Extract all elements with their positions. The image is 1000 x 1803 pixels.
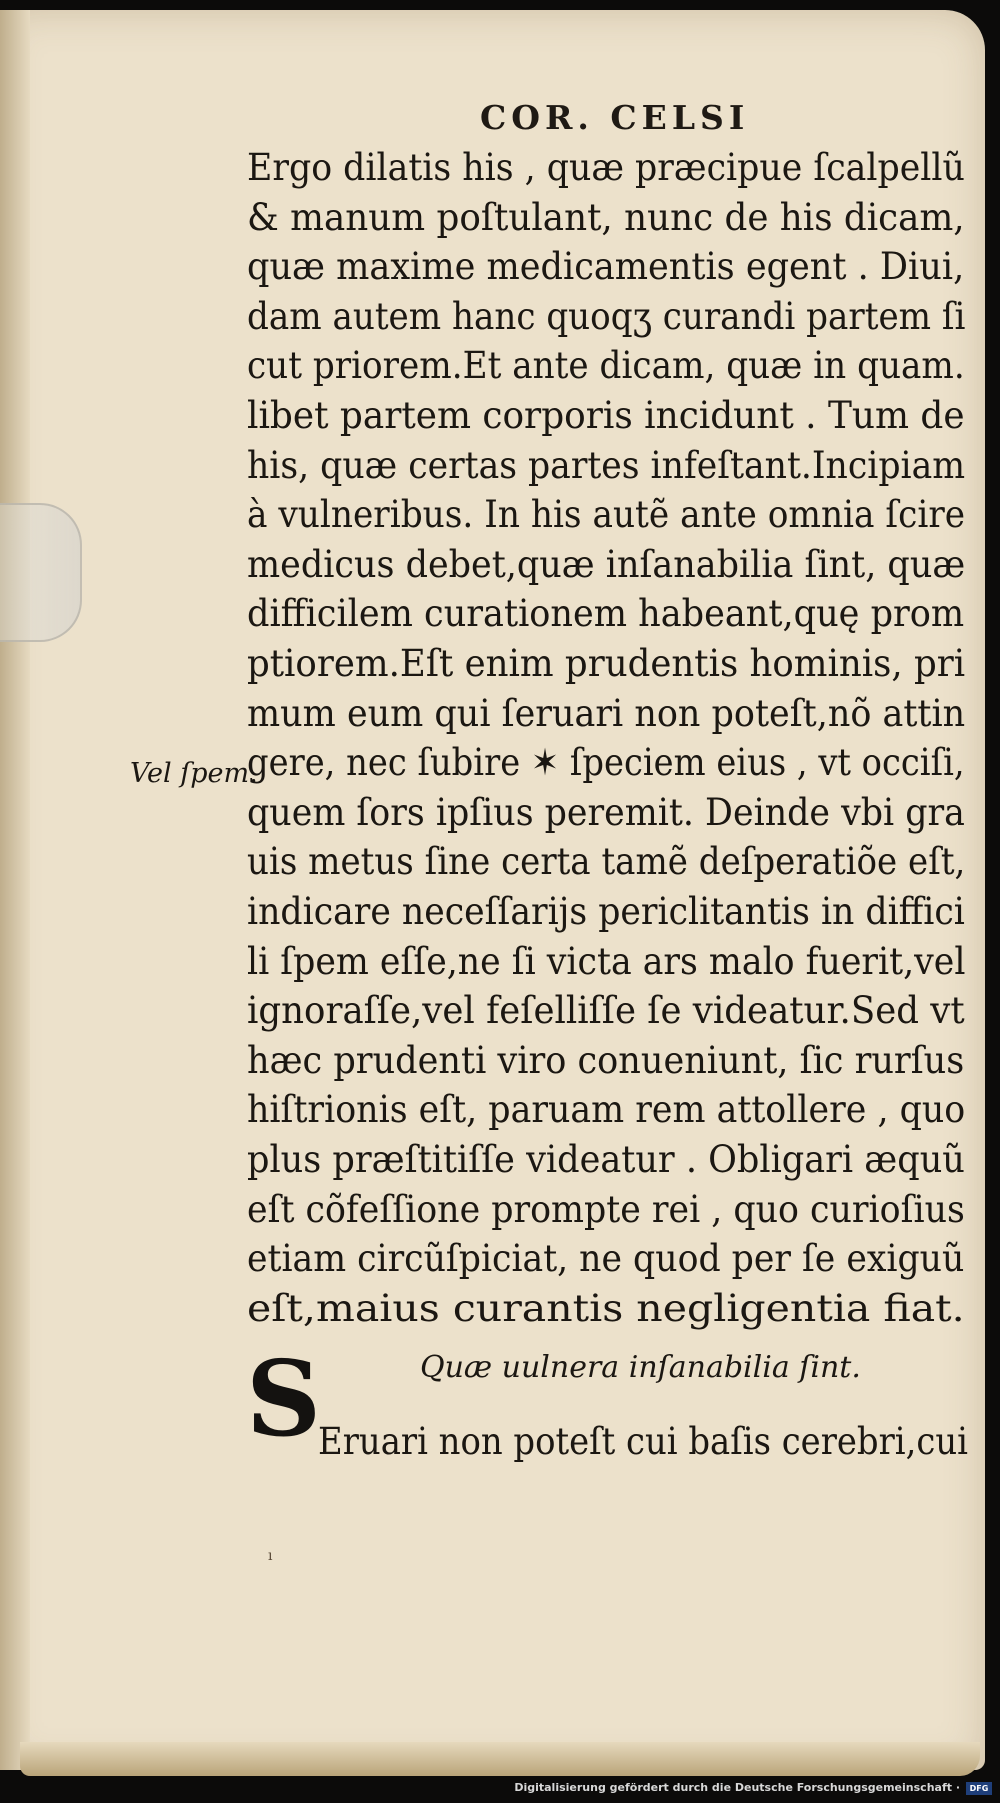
text-line: his, quæ certas partes infeſtant.Incipiam [247,443,966,487]
text-line: quem ſors ipſius peremit. Deinde vbi gra [247,790,965,834]
text-line: plus præſtitiſſe videatur . Obligari æquũ [247,1138,965,1181]
text-line: à vulneribus. In his autẽ ante omnia ſcire [247,493,966,537]
dfg-logo: DFG [966,1782,992,1795]
text-line: uis metus ſine certa tamẽ deſperatiõe eſt, [247,840,966,884]
section-heading: Quæ uulnera inſanabilia ſint. [420,1350,861,1385]
text-line: hæc prudenti viro conueniunt, ſic rurſus [247,1038,965,1082]
text-line: etiam circũſpiciat, ne quod per ſe exiguũ [247,1237,965,1281]
text-line: quæ maxime medicamentis egent . Diui, [247,245,965,289]
drop-cap: S [246,1337,322,1460]
page-gutter-edge [0,10,30,1770]
text-line: mum eum qui ſeruari non poteſt,nõ attin [247,691,966,735]
text-line: difficilem curationem habeant,quę prom [247,592,965,636]
text-line: medicus debet,quæ inſanabilia ſint, quæ [247,542,966,586]
text-line: gere, nec ſubire ✶ ſpeciem eius , vt occiſi, [247,741,965,785]
page-mark: ı [268,1548,273,1564]
text-line: eſt,maius curantis negligentia fiat. [247,1286,965,1330]
text-line: dam autem hanc quoqʒ curandi partem ſi [247,294,966,338]
text-line: Ergo dilatis his , quæ præcipue ſcalpellũ [247,146,965,189]
digitization-credit: Digitalisierung gefördert durch die Deutsche Forschungsgemeinschaft · [514,1781,960,1794]
text-line: indicare neceſſarijs periclitantis in diffici [247,890,965,933]
text-line: ptiorem.Eſt enim prudentis hominis, pri [247,642,966,685]
text-line: & manum poſtulant, nunc de his dicam, [247,195,965,239]
page-holder-clip [0,503,82,642]
text-line: li ſpem eſſe,ne ſi victa ars malo fuerit,vel [247,939,966,983]
margin-note: Vel ſpem. [130,758,258,789]
text-line: libet partem corporis incidunt . Tum de [247,394,965,437]
text-line: hiſtrionis eſt, paruam rem attollere , quo [247,1088,966,1132]
running-header: COR. CELSI [480,98,750,137]
page-bottom-edge [20,1742,980,1776]
text-line: eſt cõfeſſione prompte rei , quo curioſius [247,1187,965,1231]
text-line: cut priorem.Et ante dicam, quæ in quam. [247,344,965,388]
text-line-last: Eruari non poteſt cui baſis cerebri,cui [318,1420,968,1463]
text-line: ignoraſſe,vel feſelliſſe ſe videatur.Sed vt [247,989,965,1033]
